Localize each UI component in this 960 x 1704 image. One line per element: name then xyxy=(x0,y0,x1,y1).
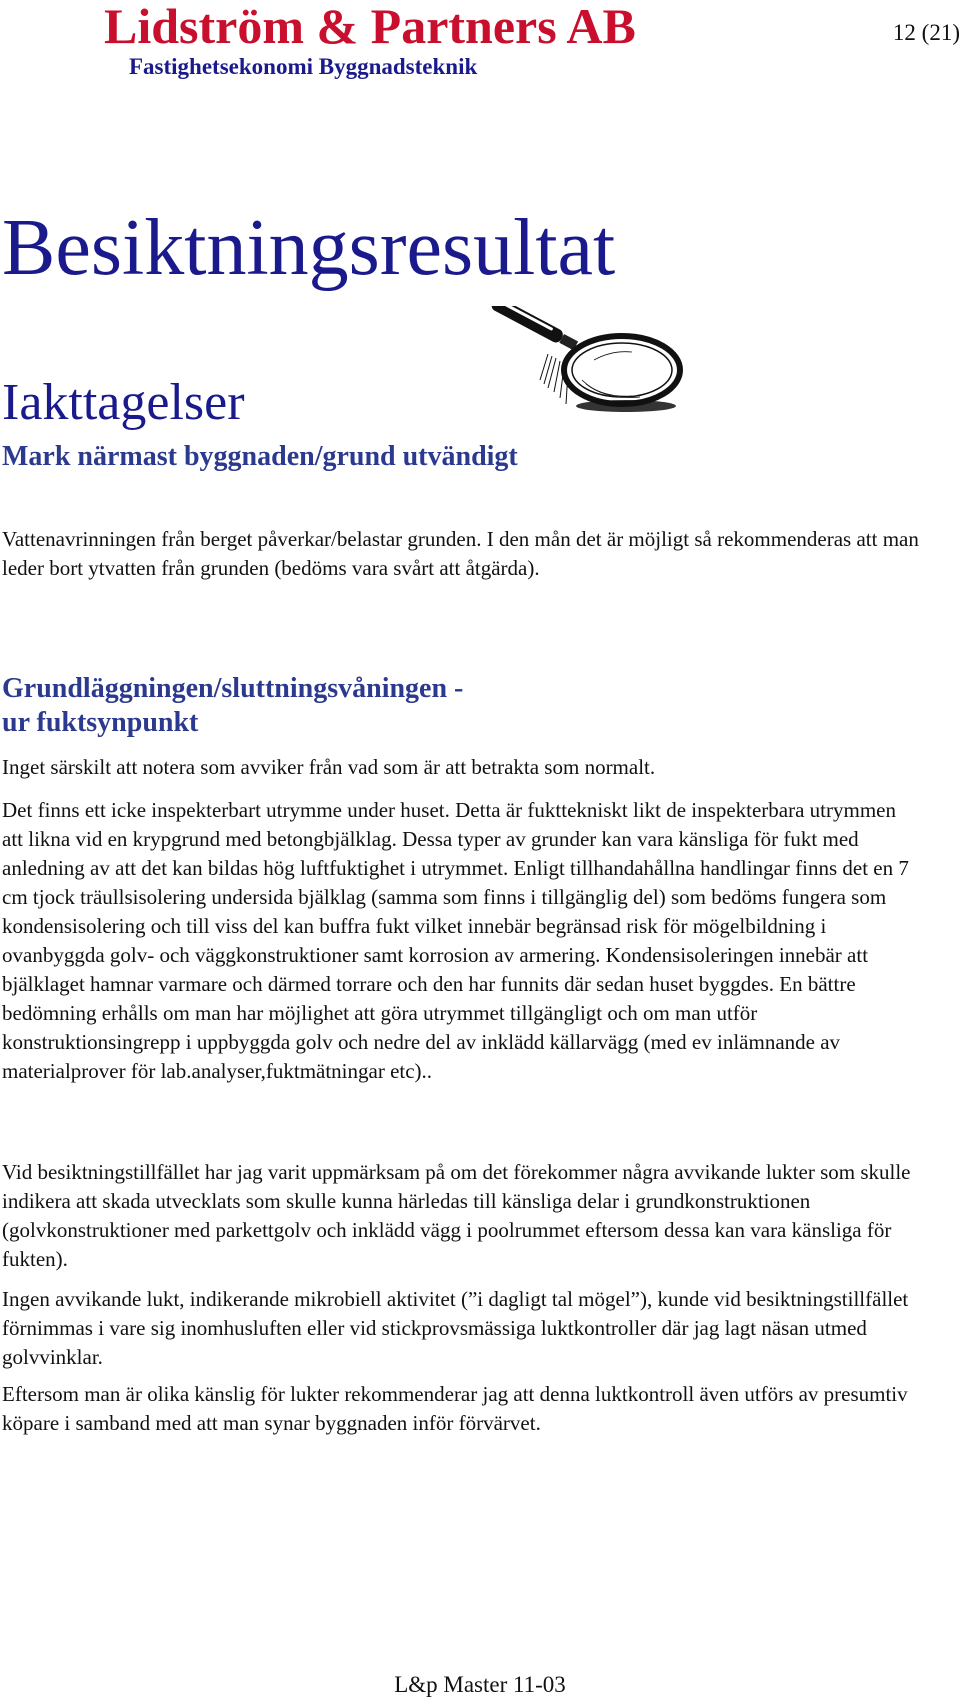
paragraph: Vid besiktningstillfället har jag varit uppmärksam på om det förekommer några avvikande lukter som skulle indikera att skada utvecklats som skulle kunna härledas till känsliga delar i grundkonstruktionen (golvkonstruktioner med parkettgolv och inklädd vägg i poolrummet eftersom dessa kan vara känsliga för fukten). xyxy=(2,1160,911,1271)
company-name: Lidström & Partners AB xyxy=(104,0,636,54)
paragraph: Eftersom man är olika känslig för lukter rekommenderar jag att denna luktkontroll även utförs av presumtiv köpare i samband med att man synar byggnaden inför förvärvet. xyxy=(2,1382,908,1435)
section-heading-line: Grundläggningen/sluttningsvåningen - xyxy=(2,673,464,704)
page-footer: L&p Master 11-03 xyxy=(394,1672,566,1697)
company-tagline: Fastighetsekonomi Byggnadsteknik xyxy=(129,54,478,79)
section-heading-line: ur fuktsynpunkt xyxy=(2,707,199,738)
paragraph: Ingen avvikande lukt, indikerande mikrobiell aktivitet (”i dagligt tal mögel”), kunde vid besiktningstillfället förnimmas i vare sig inomhusluften eller vid stickprovsmässiga luktkontroller där jag lagt näsan utmed golvvinklar. xyxy=(2,1287,909,1369)
page-title: Besiktningsresultat xyxy=(2,204,616,292)
section-heading-grund xyxy=(2,672,463,740)
section-grund-body-5 xyxy=(2,1380,922,1438)
section-mark-body xyxy=(2,525,922,583)
magnifying-glass-icon xyxy=(482,306,688,418)
paragraph: Inget särskilt att notera som avviker från vad som är att betrakta som normalt. xyxy=(2,755,656,779)
paragraph: Det finns ett icke inspekterbart utrymme under huset. Detta är fukttekniskt likt de inspekterbara utrymmen att likna vid en krypgrund med betongbjälklag. Dessa typer av grunder kan vara känsliga för fukt med anledning av att det kan bildas hög luftfuktighet i utrymmet. Enligt tillhandahållna handlingar finns det en 7 cm tjock träullsisolering undersida bjälklag (samma som finns i tillgänglig del) som bedöms fungera som kondensisolering och till viss del kan buffra fukt vilket innebär begränsad risk för mögelbildning i ovanbyggda golv- och väggkonstruktioner samt korrosion av armering. Kondensisoleringen innebär att bjälklaget hamnar varmare och därmed torrare och den har funnits där sedan huset byggdes. En bättre bedömning erhålls om man har möjlighet att göra utrymmet tillgängligt och om man utför konstruktionsingrepp i uppbyggda golv och nedre del av inklädd källarvägg (med ev inlämnande av materialprover för lab.analyser,fuktmätningar etc).. xyxy=(2,798,909,1083)
section-grund-body-3 xyxy=(2,1158,922,1274)
page-subtitle: Iakttagelser xyxy=(2,374,245,431)
section-heading-mark: Mark närmast byggnaden/grund utvändigt xyxy=(2,441,518,472)
section-grund-body xyxy=(2,753,922,782)
section-grund-body-2 xyxy=(2,796,922,1086)
section-grund-body-4 xyxy=(2,1285,922,1372)
paragraph: Vattenavrinningen från berget påverkar/belastar grunden. I den mån det är möjligt så rekommenderas att man leder bort ytvatten från grunden (bedöms vara svårt att åtgärda). xyxy=(2,527,919,580)
page-number: 12 (21) xyxy=(892,20,960,45)
